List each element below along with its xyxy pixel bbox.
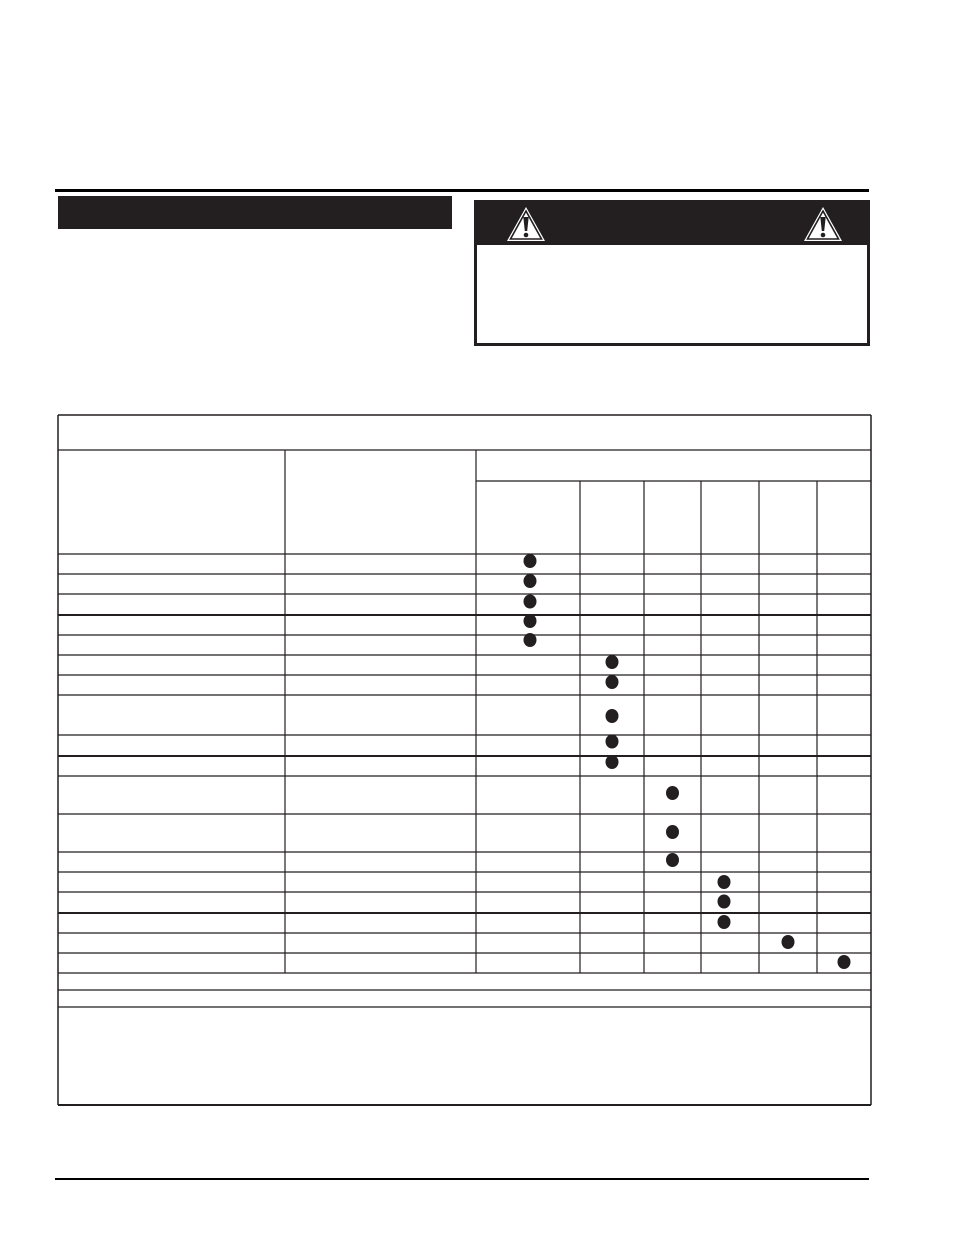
table-grid	[58, 415, 871, 1105]
row-marker-dot	[606, 755, 619, 769]
row-marker-dot	[718, 895, 731, 909]
row-marker-dot	[666, 786, 679, 800]
row-marker-dot	[606, 655, 619, 669]
row-marker-dot	[524, 554, 537, 568]
row-marker-dot	[524, 595, 537, 609]
row-marker-dot	[666, 825, 679, 839]
row-marker-dot	[718, 915, 731, 929]
bottom-rule	[55, 1178, 869, 1180]
row-marker-dot	[666, 853, 679, 867]
row-marker-dot	[606, 735, 619, 749]
row-marker-dot	[524, 633, 537, 647]
row-marker-dot	[606, 675, 619, 689]
row-marker-dot	[838, 955, 851, 969]
row-marker-dot	[782, 935, 795, 949]
table-markers	[524, 554, 851, 969]
row-marker-dot	[606, 709, 619, 723]
row-marker-dot	[524, 614, 537, 628]
row-marker-dot	[718, 875, 731, 889]
row-marker-dot	[524, 574, 537, 588]
